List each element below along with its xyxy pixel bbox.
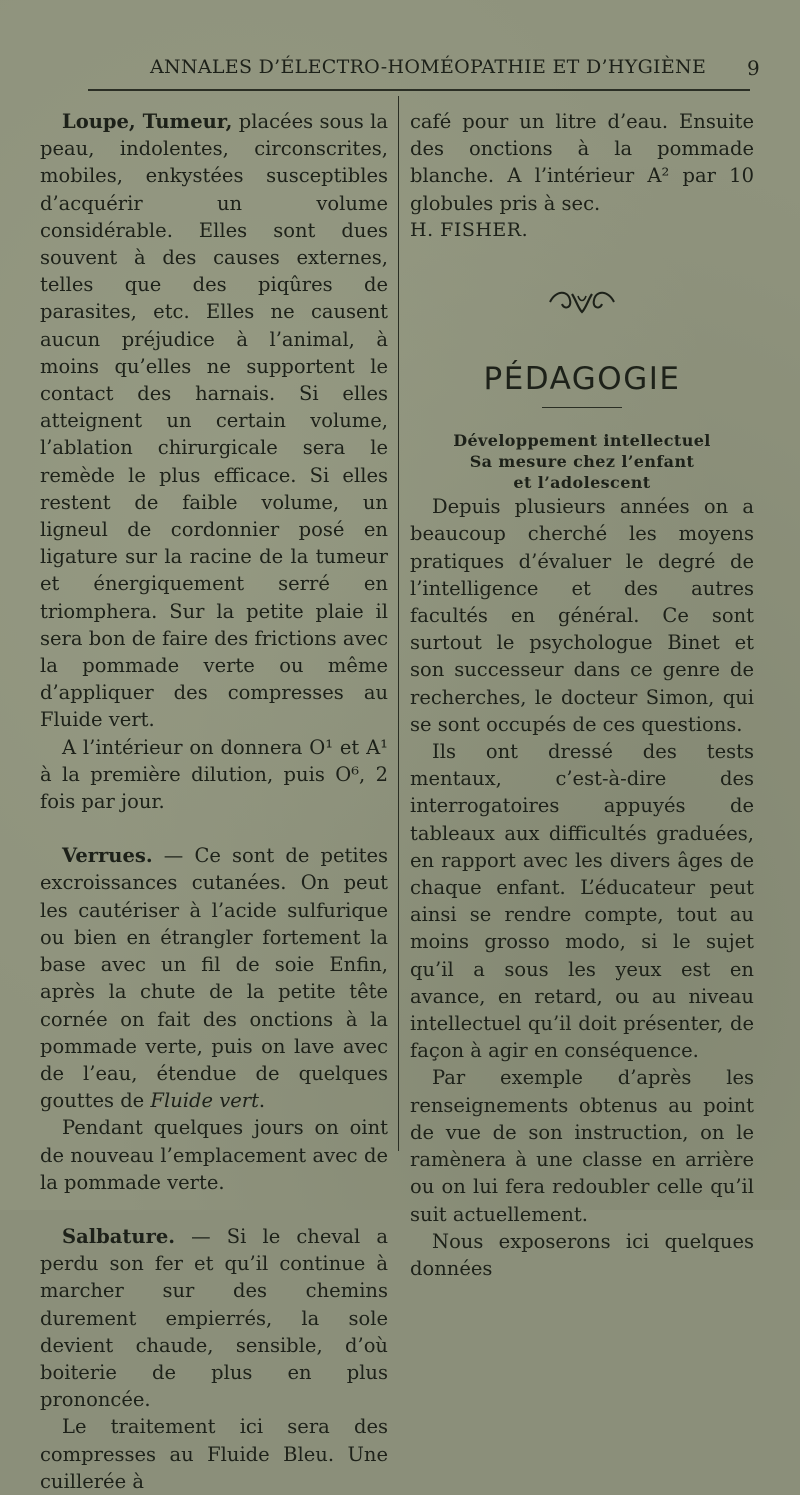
author-signature: H. FISHER.	[410, 218, 529, 241]
column-divider	[398, 96, 399, 1151]
term-loupe: Loupe, Tumeur,	[62, 110, 233, 133]
right-column	[410, 108, 754, 1282]
term-verrues: Verrues.	[62, 844, 153, 868]
paragraph-intro: Depuis plusieurs années on a beaucoup cherché les moyens pratiques d’évaluer le degré de l’intelligence et des autres facultés en général. Ce sont surtout le psychologue Binet et son successeur dans ce genre de recherches, le docteur Simon, qui se sont occupés de ces questions.	[410, 495, 754, 736]
paragraph-continuation: café pour un litre d’eau. Ensuite des onctions à la pommade blanche. A l’intérieur A² par 10 globules pris à sec.	[410, 110, 754, 215]
section-rule	[542, 407, 622, 408]
paragraph-verrues: Verrues. — Ce sont de petites excroissances cutanées. On peut les cautériser à l’acide sulfurique ou bien en étrangler fortement la base avec un fil de soie Enfin, après la chute de la petite tête cornée on fait des onctions à la pommade verte, puis on lave avec de l’eau, étendue de quelques gouttes de Fluide vert.	[40, 844, 388, 1113]
paragraph-tests: Ils ont dressé des tests mentaux, c’est-à-dire des interrogatoires appuyés de tableaux aux difficultés graduées, en rapport avec les divers âges de chaque enfant. L’éducateur peut ainsi se rendre compte, tout au moins grosso modo, si le sujet qu’il a sous les yeux est en avance, en retard, ou au niveau intellectuel qu’il doit présenter, de façon à agir en conséquence.	[410, 740, 754, 1063]
paragraph-exemple: Par exemple d’après les renseignements obtenus au point de vue de son instruction, on le ramènera à une classe en arrière ou on lui fera redoubler celle qu’il suit actuellement.	[410, 1066, 754, 1226]
left-column	[40, 108, 388, 1495]
header-rule	[88, 89, 750, 91]
article-subheading: Développement intellectuel Sa mesure chez l’enfant et l’adolescent	[453, 431, 711, 493]
paragraph-loupe: Loupe, Tumeur, placées sous la peau, indolentes, circonscrites, mobiles, enkystées susceptibles d’acquérir un volume considérable. Elles sont dues souvent à des causes externes, telles que des piqûres de parasites, etc. Elles ne causent aucun préjudice à l’animal, à moins qu’elles ne supportent le contact des harnais. Si elles atteignent un certain volume, l’ablation chirurgicale sera le remède le plus efficace. Si elles restent de faible volume, un ligneul de cordonnier posé en ligature sur la racine de la tumeur et énergiquement serré en triomphera. Sur la petite plaie il sera bon de faire des frictions avec la pommade verte ou même d’appliquer des compresses au Fluide vert.	[40, 110, 388, 732]
journal-title: ANNALES D’ÉLECTRO-HOMÉOPATHIE ET D’HYGIÈNE	[150, 56, 707, 78]
page-number: 9	[746, 56, 760, 80]
fleuron-ornament-icon	[410, 280, 754, 320]
paragraph-salbature: Salbature. — Si le cheval a perdu son fer et qu’il continue à marcher sur des chemins durement empierrés, la sole devient chaude, sensible, d’où boiterie de plus en plus prononcée.	[40, 1224, 388, 1412]
paragraph-donnees: Nous exposerons ici quelques données	[410, 1229, 754, 1280]
paragraph-pommade: Pendant quelques jours on oint de nouveau l’emplacement avec de la pommade verte.	[40, 1116, 388, 1194]
term-salbature: Salbature.	[62, 1224, 176, 1248]
paragraph-traitement: Le traitement ici sera des compresses au Fluide Bleu. Une cuillerée à	[40, 1415, 388, 1493]
paragraph-dosage: A l’intérieur on donnera O¹ et A¹ à la première dilution, puis O⁶, 2 fois par jour.	[40, 735, 388, 814]
section-title: PÉDAGOGIE	[483, 361, 681, 398]
